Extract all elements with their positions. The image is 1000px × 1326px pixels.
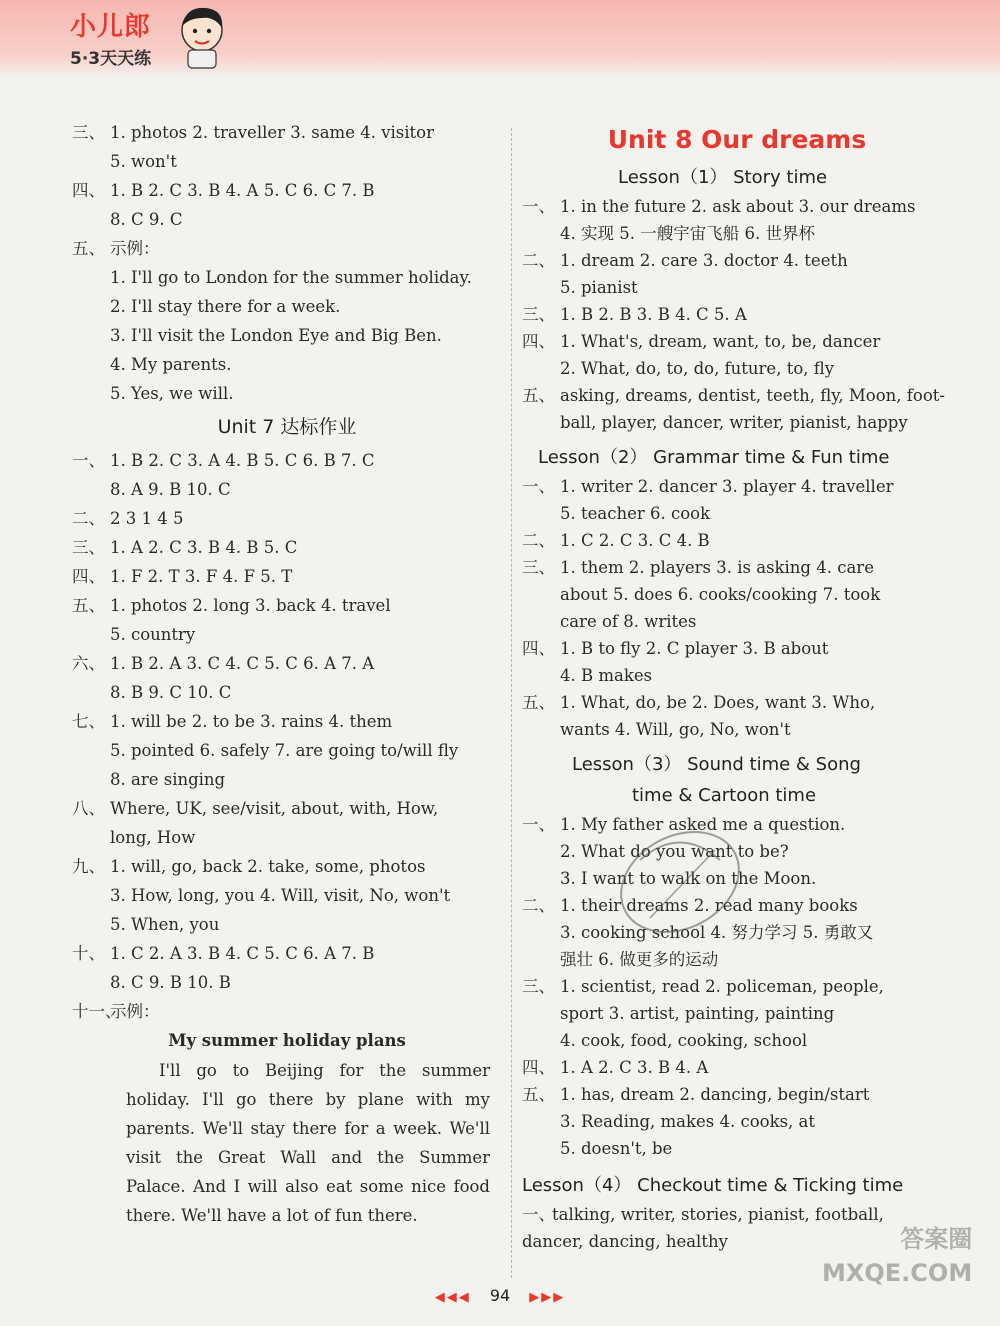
answer-line: 三、 1. A 2. C 3. B 4. B 5. C [72, 538, 298, 557]
answer-line: 3. I want to walk on the Moon. [560, 869, 817, 888]
left-column [72, 118, 502, 1230]
answer-line: 8. C 9. B 10. B [110, 973, 231, 992]
answer-line: 5. teacher 6. cook [560, 504, 711, 523]
answer-line: 一、 1. writer 2. dancer 3. player 4. traveller [522, 477, 894, 496]
answer-line: 3. How, long, you 4. Will, visit, No, won't [110, 886, 451, 905]
lesson-heading: Lesson（3） Sound time & Song [572, 754, 861, 775]
answer-line: 四、 1. A 2. C 3. B 4. A [522, 1058, 709, 1077]
answer-line: 三、 1. scientist, read 2. policeman, people, [522, 977, 884, 996]
answer-line: 5. doesn't, be [560, 1139, 673, 1158]
answer-line: 2. I'll stay there for a week. [110, 297, 341, 316]
answer-line: 3. I'll visit the London Eye and Big Ben. [110, 326, 442, 345]
answer-line: 5. pianist [560, 278, 638, 297]
section-title-unit8: Unit 8 Our dreams [607, 125, 867, 154]
answer-line: 8. are singing [110, 770, 226, 789]
essay-body: I'll go to Beijing for the summer holiday. I'll go there by plane with my parents. We'll stay there for a week. We'll visit the Great Wall and the Summer Palace. And I will also eat some nice food there. We'll have a lot of fun there. [126, 1061, 490, 1225]
answer-line: 七、 1. will be 2. to be 3. rains 4. them [72, 712, 393, 731]
answer-line: 8. A 9. B 10. C [110, 480, 231, 499]
answer-line: 3. cooking school 4. 努力学习 5. 勇敢又 [560, 923, 874, 942]
answer-line: 五、 1. has, dream 2. dancing, begin/start [522, 1085, 870, 1104]
brand-logo: 小儿郎 [70, 12, 152, 42]
answer-line: dancer, dancing, healthy [522, 1232, 728, 1251]
answer-line: 五、 示例： [72, 239, 160, 258]
answer-line: 十、 1. C 2. A 3. B 4. C 5. C 6. A 7. B [72, 944, 375, 963]
answer-line: 五、 asking, dreams, dentist, teeth, fly, Moon, foot- [522, 386, 945, 405]
answer-line: long, How [110, 828, 196, 847]
right-column [522, 118, 952, 1255]
answer-line: 一、talking, writer, stories, pianist, football, [522, 1205, 884, 1224]
lesson-heading-cont: time & Cartoon time [632, 785, 817, 806]
answer-line: 四、 1. B 2. C 3. B 4. A 5. C 6. C 7. B [72, 181, 375, 200]
answer-line: about 5. does 6. cooks/cooking 7. took [560, 585, 881, 604]
section-title-unit7: Unit 7 达标作业 [217, 416, 357, 438]
answer-line: 五、 1. photos 2. long 3. back 4. travel [72, 596, 391, 615]
answer-line: 二、 1. dream 2. care 3. doctor 4. teeth [522, 251, 848, 270]
answer-line: 一、 1. My father asked me a question. [522, 815, 846, 834]
lesson-heading: Lesson（4） Checkout time & Ticking time [522, 1175, 904, 1196]
answer-line: 四、 1. F 2. T 3. F 4. F 5. T [72, 567, 293, 586]
answer-line: 二、 1. their dreams 2. read many books [522, 896, 858, 915]
essay-title: My summer holiday plans [168, 1031, 406, 1050]
answer-line: 二、 1. C 2. C 3. C 4. B [522, 531, 710, 550]
answer-line: 三、 1. photos 2. traveller 3. same 4. visitor [72, 123, 434, 142]
answer-line: 四、 1. B to fly 2. C player 3. B about [522, 639, 829, 658]
answer-line: 三、 1. them 2. players 3. is asking 4. care [522, 558, 874, 577]
answer-line: 4. 实现 5. 一艘宇宙飞船 6. 世界杯 [560, 224, 815, 243]
lesson-heading: Lesson（1） Story time [618, 167, 828, 188]
answer-line: 三、 1. B 2. B 3. B 4. C 5. A [522, 305, 747, 324]
answer-line: 四、 1. What's, dream, want, to, be, dancer [522, 332, 881, 351]
answer-line: 2. What, do, to, do, future, to, fly [560, 359, 835, 378]
answer-line: 九、 1. will, go, back 2. take, some, photos [72, 857, 426, 876]
answer-line: 2. What do you want to be? [560, 842, 789, 861]
brand-series: 5·3天天练 [70, 49, 152, 69]
site-watermark: 答案圈 MXQE.COM [822, 1225, 973, 1287]
answer-line: 六、 1. B 2. A 3. C 4. C 5. C 6. A 7. A [72, 654, 375, 673]
page-number: 94 [489, 1286, 511, 1305]
lesson-heading: Lesson（2） Grammar time & Fun time [538, 447, 890, 468]
next-arrows-icon: ▶▶▶ [529, 1290, 566, 1305]
answer-line: 一、 1. B 2. C 3. A 4. B 5. C 6. B 7. C [72, 451, 375, 470]
answer-line: 二、 2 3 1 4 5 [72, 509, 184, 528]
answer-line: 8. C 9. C [110, 210, 183, 229]
answer-line: 五、 1. What, do, be 2. Does, want 3. Who, [522, 693, 876, 712]
answer-line: 4. cook, food, cooking, school [560, 1031, 808, 1050]
answer-line: 4. B makes [560, 666, 653, 685]
answer-line: care of 8. writes [560, 612, 697, 631]
prev-arrows-icon: ◀◀◀ [434, 1290, 471, 1305]
answer-line: 4. My parents. [110, 355, 232, 374]
answer-line: 5. country [110, 625, 196, 644]
column-divider [511, 128, 512, 1278]
answer-line: 5. Yes, we will. [110, 384, 234, 403]
answer-line: 强壮 6. 做更多的运动 [560, 950, 719, 969]
answer-line: ball, player, dancer, writer, pianist, happy [560, 413, 908, 432]
answer-line: sport 3. artist, painting, painting [560, 1004, 835, 1023]
answer-line: 5. pointed 6. safely 7. are going to/will fly [110, 741, 459, 760]
answer-line: 5. When, you [110, 915, 220, 934]
answer-line: 5. won't [110, 152, 177, 171]
page-footer [0, 1286, 1000, 1316]
answer-line: 8. B 9. C 10. C [110, 683, 232, 702]
answer-line: 十一、示例： [72, 1002, 160, 1021]
page-header [0, 0, 1000, 78]
answer-line: 1. I'll go to London for the summer holiday. [110, 268, 472, 287]
answer-line: 八、 Where, UK, see/visit, about, with, How, [72, 799, 439, 818]
mascot-icon [176, 4, 228, 70]
answer-line: wants 4. Will, go, No, won't [560, 720, 791, 739]
answer-line: 一、 1. in the future 2. ask about 3. our dreams [522, 197, 916, 216]
answer-line: 3. Reading, makes 4. cooks, at [560, 1112, 816, 1131]
